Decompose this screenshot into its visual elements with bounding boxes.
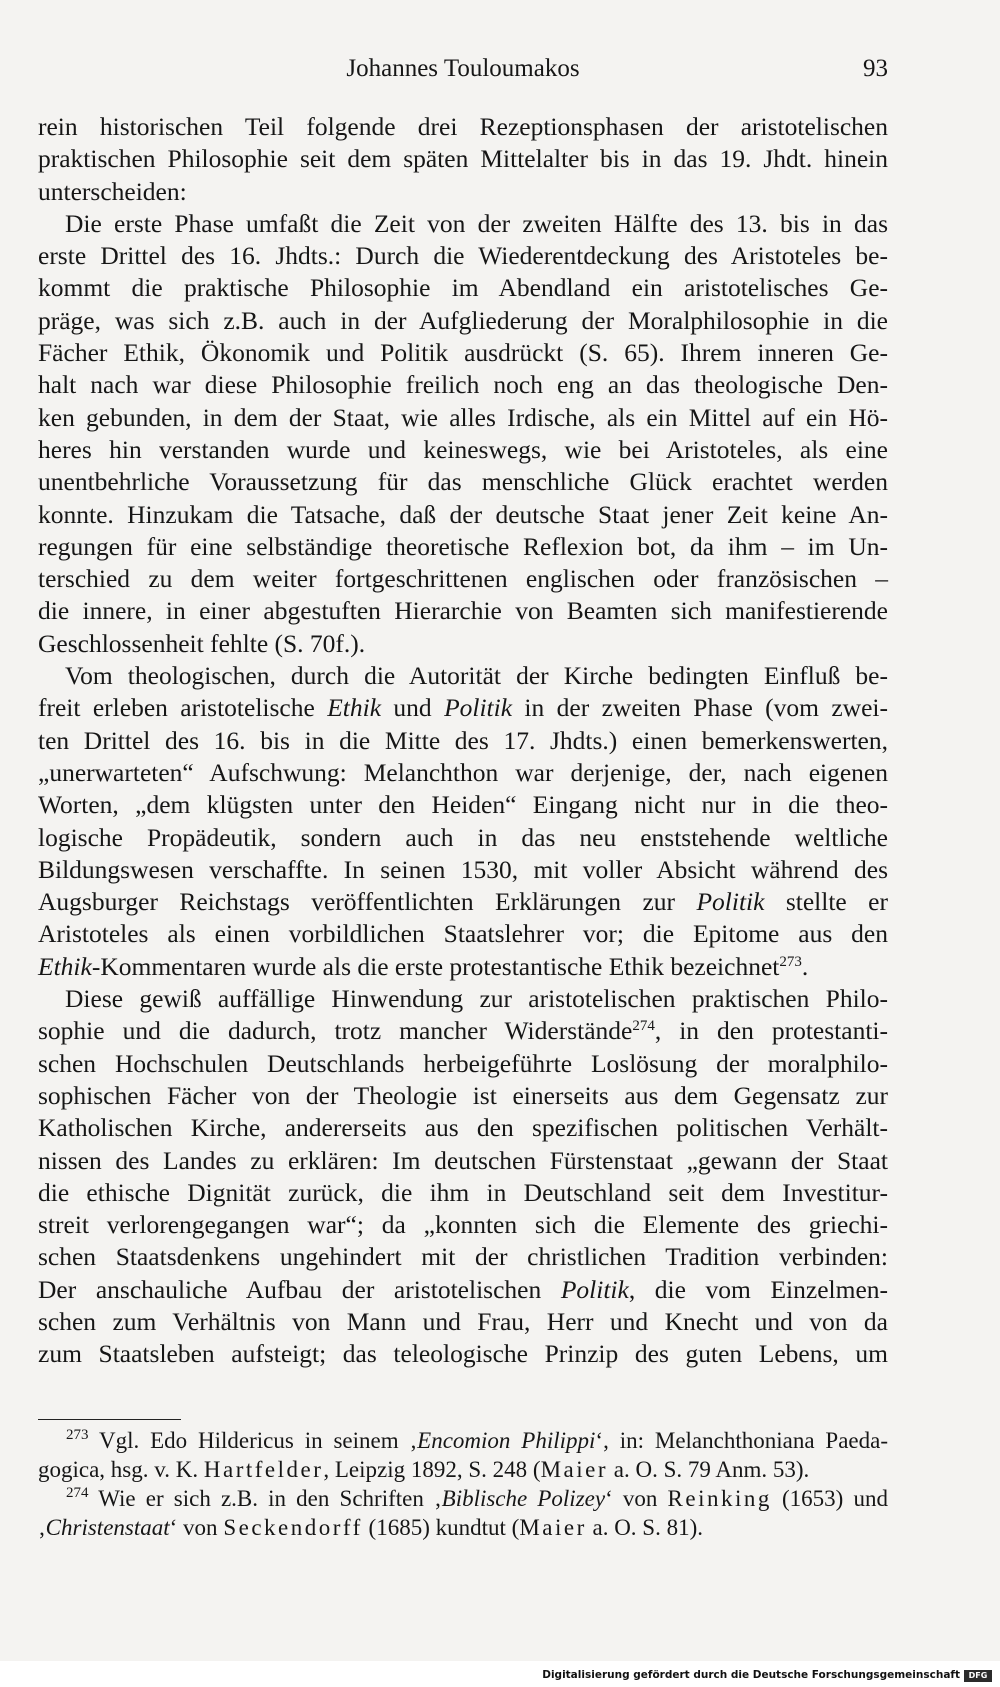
paragraph-2 xyxy=(38,208,888,660)
funding-credit: Digitalisierung gefördert durch die Deutsche Forschungsgemeinschaft xyxy=(542,1669,960,1681)
text-line: die ethische Dignität zurück, die ihm in Deutschland seit dem Investitur- xyxy=(38,1177,888,1207)
text-line: Worten, „dem klügsten unter den Heiden“ Eingang nicht nur in die theo- xyxy=(38,790,888,820)
text-line: schen Staatsdenkens ungehindert mit der christlichen Tradition verbinden: xyxy=(38,1242,888,1272)
text-line: regungen für eine selbständige theoretische Reflexion bot, da ihm – im Un- xyxy=(38,531,888,561)
footnote-ref-273[interactable]: 273 xyxy=(779,953,802,970)
text-line: Vom theologischen, durch die Autorität der Kirche bedingten Einfluß be- xyxy=(65,661,888,691)
emphasis: Politik xyxy=(560,1274,629,1304)
emphasis: Politik xyxy=(444,693,513,723)
spaced-name: Maier xyxy=(540,1457,608,1482)
text-line: terschied zu dem weiter fortgeschrittenen englischen oder französischen – xyxy=(38,564,888,594)
spaced-name: Reinking xyxy=(667,1486,772,1511)
footnote-273 xyxy=(38,1426,888,1484)
text-line: ten Drittel des 16. bis in die Mitte des 17. Jhdts.) einen bemerkenswerten, xyxy=(38,725,888,755)
paragraph-1 xyxy=(38,111,888,208)
footnote-ref-274[interactable]: 274 xyxy=(632,1018,655,1035)
spaced-name: Maier xyxy=(519,1515,587,1540)
text-line: konnte. Hinzukam die Tatsache, daß der deutsche Staat jener Zeit keine An- xyxy=(38,499,888,529)
text-line: Fächer Ethik, Ökonomik und Politik ausdrückt (S. 65). Ihrem inneren Ge- xyxy=(38,338,888,368)
text-line: Der anschauliche Aufbau der aristotelischen Politik, die vom Einzelmen- xyxy=(38,1274,889,1304)
text-line: streit verlorengegangen war“; da „konnten sich die Elemente des griechi- xyxy=(38,1210,888,1240)
dfg-logo: DFG xyxy=(964,1670,992,1682)
paragraph-3 xyxy=(38,660,888,983)
text-line: „unerwarteten“ Aufschwung: Melanchthon war derjenige, der, nach eigenen xyxy=(38,757,888,787)
text-line: schen zum Verhältnis von Mann und Frau, Herr und Knecht und von da xyxy=(38,1306,888,1336)
footnote-line: gogica, hsg. v. K. Hartfelder, Leipzig 1892, S. 248 (Maier a. O. S. 79 Anm. 53). xyxy=(38,1457,810,1482)
emphasis: Biblische Polizey xyxy=(441,1486,606,1511)
text-line: Ethik-Kommentaren wurde als die erste protestantische Ethik bezeichnet$^{273}$. xyxy=(38,951,809,981)
text-line: halt nach war diese Philosophie freilich noch eng an das theologische Den- xyxy=(38,370,888,400)
emphasis: Encomion Philippi xyxy=(417,1428,596,1453)
text-line: schen Hochschulen Deutschlands herbeigeführte Loslösung der moralphilo- xyxy=(38,1048,888,1078)
paragraph-4 xyxy=(38,983,888,1371)
text-line: freit erleben aristotelische Ethik und Politik in der zweiten Phase (vom zwei- xyxy=(38,693,888,723)
emphasis: Politik xyxy=(696,887,765,917)
text-line: Geschlossenheit fehlte (S. 70f.). xyxy=(38,628,366,658)
text-line: die innere, in einer abgestuften Hierarchie von Beamten sich manifestierende xyxy=(38,596,888,626)
text-line: Katholischen Kirche, andererseits aus den spezifischen politischen Verhält- xyxy=(38,1113,888,1143)
body-text xyxy=(38,111,888,1371)
text-line: unentbehrliche Voraussetzung für das menschliche Glück erachtet werden xyxy=(38,467,888,497)
footnote-274 xyxy=(38,1484,888,1542)
emphasis: Ethik xyxy=(38,951,92,981)
text-line: Die erste Phase umfaßt die Zeit von der zweiten Hälfte des 13. bis in das xyxy=(65,208,888,238)
footnote-line: ‚Christenstaat‘ von Seckendorff (1685) kundtut (Maier a. O. S. 81). xyxy=(38,1515,704,1540)
footnote-separator xyxy=(38,1419,181,1420)
spaced-name: Seckendorff xyxy=(223,1515,363,1540)
spaced-name: Hartfelder xyxy=(203,1457,324,1482)
footnotes xyxy=(38,1426,888,1542)
running-header xyxy=(38,52,888,86)
footnote-number: 274 xyxy=(66,1485,89,1501)
text-line: nissen des Landes zu erklären: Im deutschen Fürstenstaat „gewann der Staat xyxy=(38,1145,888,1175)
text-line: ken gebunden, in dem der Staat, wie alles Irdische, als ein Mittel auf ein Hö- xyxy=(38,402,888,432)
digitization-footer xyxy=(0,1661,1000,1687)
text-line: praktischen Philosophie seit dem späten Mittelalter bis in das 19. Jhdt. hinein xyxy=(38,144,888,174)
text-line: Augsburger Reichstags veröffentlichten Erklärungen zur Politik stellte er xyxy=(38,887,888,917)
footnote-number: 273 xyxy=(66,1427,89,1443)
header-author: Johannes Touloumakos xyxy=(346,55,580,82)
text-line: Aristoteles als einen vorbildlichen Staatslehrer vor; die Epitome aus den xyxy=(38,919,888,949)
text-line: sophie und die dadurch, trotz mancher Widerstände$^{274}$, in den protestanti- xyxy=(38,1016,888,1046)
text-line: Diese gewiß auffällige Hinwendung zur aristotelischen praktischen Philo- xyxy=(65,984,888,1014)
text-line: kommt die praktische Philosophie im Abendland ein aristotelisches Ge- xyxy=(38,273,888,303)
emphasis: Christenstaat xyxy=(45,1515,170,1540)
footnote-line: $^{274}$ Wie er sich z.B. in den Schriften ‚Biblische Polizey‘ von Reinking (1653) und xyxy=(66,1485,888,1511)
footnote-line: $^{273}$ Vgl. Edo Hildericus in seinem ‚Encomion Philippi‘, in: Melanchthoniana Paeda- xyxy=(66,1427,888,1453)
text-line: logische Propädeutik, sondern auch in das neu enststehende weltliche xyxy=(38,822,888,852)
text-line: sophischen Fächer von der Theologie ist einerseits aus dem Gegensatz zur xyxy=(38,1080,888,1110)
text-line: rein historischen Teil folgende drei Rezeptionsphasen der aristotelischen xyxy=(38,112,888,141)
text-line: präge, was sich z.B. auch in der Aufgliederung der Moralphilosophie in die xyxy=(38,305,888,335)
page-number: 93 xyxy=(863,55,888,82)
text-line: zum Staatsleben aufsteigt; das teleologische Prinzip des guten Lebens, um xyxy=(38,1339,888,1369)
text-line: Bildungswesen verschaffte. In seinen 1530, mit voller Absicht während des xyxy=(38,854,888,884)
emphasis: Ethik xyxy=(327,693,382,723)
text-line: heres hin verstanden wurde und keineswegs, wie bei Aristoteles, als eine xyxy=(38,434,888,464)
text-line: unterscheiden: xyxy=(38,176,187,206)
text-line: erste Drittel des 16. Jhdts.: Durch die Wiederentdeckung des Aristoteles be- xyxy=(38,241,888,271)
